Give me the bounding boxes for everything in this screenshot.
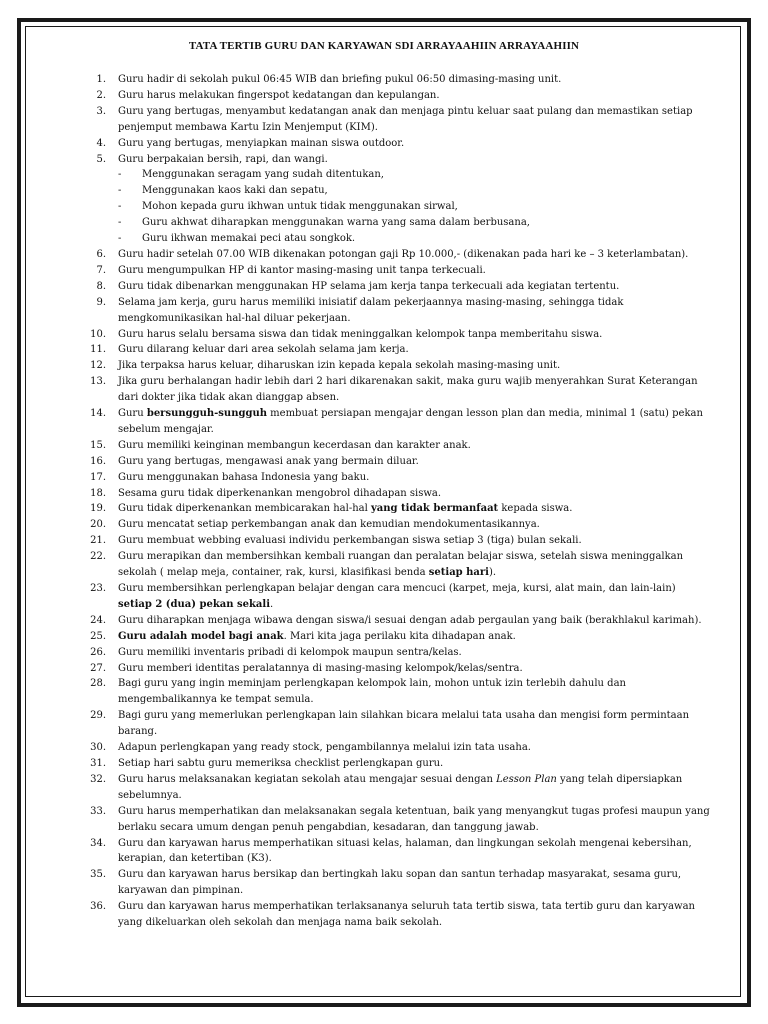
rule-text-segment: Bagi guru yang ingin meminjam perlengkapan kelompok lain, mohon untuk izin terlebih dahulu dan mengembalikannya ke tempat semula. bbox=[118, 678, 626, 706]
rule-number: 9. bbox=[96, 296, 106, 308]
rule-text bbox=[118, 249, 688, 260]
rule-text bbox=[118, 265, 486, 276]
rule-text bbox=[118, 472, 369, 483]
rule-number: 14. bbox=[90, 408, 106, 420]
rule-text-segment: Sesama guru tidak diperkenankan mengobrol dihadapan siswa. bbox=[118, 487, 442, 499]
rule-text-segment: Guru merapikan dan membersihkan kembali ruangan dan peralatan belajar siswa, setelah siswa meninggalkan sekolah ( melap meja, container, rak, kursi, klasifikasi benda bbox=[118, 551, 684, 579]
rule-text-segment: Guru tidak diperkenankan membicarakan hal-hal bbox=[118, 503, 371, 515]
rule-text-segment: Bagi guru yang memerlukan perlengkapan lain silahkan bicara melalui tata usaha dan mengisi form permintaan barang. bbox=[118, 710, 690, 738]
rule-text-segment: Guru mencatat setiap perkembangan anak dan kemudian mendokumentasikannya. bbox=[118, 519, 540, 531]
rule-item bbox=[68, 342, 710, 358]
rule-item bbox=[68, 152, 710, 247]
rule-item bbox=[68, 899, 710, 931]
sub-rule-dash: - bbox=[118, 201, 122, 213]
rule-text-segment: Guru hadir di sekolah pukul 06:45 WIB dan briefing pukul 06:50 dimasing-masing unit. bbox=[118, 74, 562, 85]
rule-text-segment: Guru bbox=[118, 408, 147, 420]
rule-text bbox=[118, 344, 409, 355]
rule-text-segment: Guru yang bertugas, mengawasi anak yang bermain diluar. bbox=[118, 455, 419, 467]
rule-number: 22. bbox=[90, 551, 106, 563]
rule-text-bold: Guru adalah model bagi anak bbox=[118, 630, 284, 642]
rule-item bbox=[68, 358, 710, 374]
rule-text-segment: Guru harus melaksanakan kegiatan sekolah atau mengajar sesuai dengan bbox=[118, 773, 497, 785]
rule-text-segment: Guru mengumpulkan HP di kantor masing-masing unit tanpa terkecuali. bbox=[118, 264, 486, 276]
rule-text-segment: Guru memberi identitas peralatannya di masing-masing kelompok/kelas/sentra. bbox=[118, 662, 523, 674]
rule-text bbox=[118, 583, 676, 610]
rule-item bbox=[68, 661, 710, 677]
rule-text-segment: Guru tidak dibenarkan menggunakan HP selama jam kerja tanpa terkecuali ada kegiatan tertentu. bbox=[118, 280, 620, 292]
rule-text bbox=[118, 90, 440, 101]
rule-item bbox=[68, 72, 710, 88]
rule-item bbox=[68, 708, 710, 740]
rule-text-segment: Guru yang bertugas, menyiapkan mainan siswa outdoor. bbox=[118, 137, 405, 149]
rule-text-segment: membuat persiapan mengajar dengan lesson plan dan media, minimal 1 (satu) pekan sebelum mengajar. bbox=[118, 408, 703, 435]
rule-text-segment: Guru harus melakukan fingerspot kedatangan dan kepulangan. bbox=[118, 89, 440, 101]
rule-text bbox=[118, 106, 693, 133]
rule-item bbox=[68, 549, 710, 581]
rule-item bbox=[68, 104, 710, 136]
rule-number: 11. bbox=[90, 344, 106, 356]
rule-text bbox=[118, 408, 703, 435]
rule-text-segment: Guru memiliki inventaris pribadi di kelompok maupun sentra/kelas. bbox=[118, 646, 462, 658]
rule-number: 16. bbox=[90, 455, 106, 467]
sub-rule-item bbox=[118, 167, 710, 183]
rule-text-segment: Guru memiliki keinginan membangun kecerdasan dan karakter anak. bbox=[118, 439, 471, 451]
rule-text bbox=[118, 806, 710, 833]
rule-item bbox=[68, 645, 710, 661]
rule-text-segment: Guru harus memperhatikan dan melaksanakan segala ketentuan, baik yang menyangkut tugas profesi maupun yang berlaku secara umum dengan penuh pengabdian, kesadaran, dan tanggung jawab. bbox=[118, 805, 710, 833]
rule-item bbox=[68, 454, 710, 470]
sub-rule-dash: - bbox=[118, 185, 122, 197]
rule-text-segment: Guru diharapkan menjaga wibawa dengan siswa/i sesuai dengan adab pergaulan yang baik (berakhlakul karimah). bbox=[118, 614, 702, 626]
rule-number: 25. bbox=[90, 630, 106, 642]
rule-item bbox=[68, 756, 710, 772]
rule-item bbox=[68, 406, 710, 438]
rule-text-segment: yang telah dipersiapkan sebelumnya. bbox=[118, 773, 683, 801]
sub-rule-dash: - bbox=[118, 169, 122, 181]
rule-text bbox=[118, 663, 523, 674]
rule-number: 4. bbox=[96, 137, 106, 149]
rule-item bbox=[68, 533, 710, 549]
rule-number: 18. bbox=[90, 487, 106, 499]
rule-text bbox=[118, 456, 419, 467]
rule-text-segment: Guru membuat webbing evaluasi individu perkembangan siswa setiap 3 (tiga) bulan sekali. bbox=[118, 535, 582, 547]
rule-number: 7. bbox=[96, 264, 106, 276]
rule-item bbox=[68, 374, 710, 406]
rule-text bbox=[118, 74, 561, 85]
rule-number: 15. bbox=[90, 439, 106, 451]
rule-number: 8. bbox=[96, 280, 106, 292]
rule-text-segment: Guru harus selalu bersama siswa dan tidak meninggalkan kelompok tanpa memberitahu siswa. bbox=[118, 328, 603, 340]
rule-text bbox=[118, 742, 531, 753]
rule-item bbox=[68, 581, 710, 613]
rule-number: 26. bbox=[90, 646, 106, 658]
rule-text-segment: Jika guru berhalangan hadir lebih dari 2 hari dikarenakan sakit, maka guru wajib menyerahkan Surat Keterangan dari dokter jika tidak akan dianggap absen. bbox=[118, 376, 698, 404]
rule-text-segment: Guru hadir setelah 07.00 WIB dikenakan potongan gaji Rp 10.000,- (dikenakan pada hari ke – 3 keterlambatan). bbox=[118, 248, 689, 260]
rule-text-segment: Guru menggunakan bahasa Indonesia yang baku. bbox=[118, 471, 370, 483]
rule-text bbox=[118, 360, 560, 371]
rule-text bbox=[118, 678, 626, 705]
sub-rule-text: Menggunakan kaos kaki dan sepatu, bbox=[142, 185, 328, 197]
rule-number: 23. bbox=[90, 583, 106, 594]
rule-text bbox=[118, 503, 572, 514]
sub-rule-list bbox=[118, 167, 710, 247]
rule-number: 35. bbox=[90, 869, 106, 881]
sub-rule-dash: - bbox=[118, 217, 122, 229]
rule-item bbox=[68, 676, 710, 708]
rule-text-bold: setiap 2 (dua) pekan sekali bbox=[118, 598, 271, 610]
rule-item bbox=[68, 740, 710, 756]
document-title: TATA TERTIB GURU DAN KARYAWAN SDI ARRAYAAHIIN ARRAYAAHIIN bbox=[188, 40, 580, 52]
sub-rule-text: Guru ikhwan memakai peci atau songkok. bbox=[142, 233, 356, 245]
rule-number: 17. bbox=[90, 471, 106, 483]
rule-text bbox=[118, 647, 462, 658]
rule-number: 2. bbox=[96, 89, 106, 101]
rule-number: 21. bbox=[90, 535, 106, 547]
rule-number: 1. bbox=[96, 74, 106, 85]
rules-list bbox=[68, 72, 710, 931]
rule-text-segment: Adapun perlengkapan yang ready stock, pengambilannya melalui izin tata usaha. bbox=[118, 742, 531, 754]
rule-item bbox=[68, 327, 710, 343]
rule-item bbox=[68, 836, 710, 868]
rule-text bbox=[118, 631, 516, 642]
rule-number: 32. bbox=[90, 773, 106, 785]
sub-rule-item bbox=[118, 231, 710, 247]
sub-rule-text: Menggunakan seragam yang sudah ditentukan, bbox=[142, 169, 384, 181]
rule-text-segment: Guru yang bertugas, menyambut kedatangan anak dan menjaga pintu keluar saat pulang dan memastikan setiap penjemput membawa Kartu Izin Menjemput (KIM). bbox=[118, 105, 693, 133]
rule-text bbox=[118, 297, 623, 324]
rule-text bbox=[118, 376, 698, 403]
rule-text bbox=[118, 774, 682, 801]
rule-text bbox=[118, 329, 602, 340]
rule-item bbox=[68, 613, 710, 629]
rule-text-segment: . Mari kita jaga perilaku kita dihadapan anak. bbox=[283, 630, 516, 642]
rule-item bbox=[68, 438, 710, 454]
rule-number: 36. bbox=[90, 901, 106, 913]
rule-item bbox=[68, 629, 710, 645]
rule-item bbox=[68, 247, 710, 263]
rule-text-segment: Guru dan karyawan harus memperhatikan terlaksananya seluruh tata tertib siswa, tata tertib guru dan karyawan yang dikeluarkan oleh sekolah dan menjaga nama baik sekolah. bbox=[118, 901, 695, 929]
rule-item bbox=[68, 470, 710, 486]
rule-text-segment: Guru dilarang keluar dari area sekolah selama jam kerja. bbox=[118, 344, 409, 356]
rule-number: 6. bbox=[96, 248, 106, 260]
rule-item bbox=[68, 501, 710, 517]
rule-text bbox=[118, 519, 540, 530]
rule-text-segment: Guru dan karyawan harus memperhatikan situasi kelas, halaman, dan lingkungan sekolah mengenai kebersihan, kerapian, dan ketertiban (K3). bbox=[118, 837, 692, 865]
rule-text bbox=[118, 281, 619, 292]
sub-rule-item bbox=[118, 215, 710, 231]
rule-text bbox=[118, 488, 441, 499]
rule-text bbox=[118, 440, 471, 451]
rule-number: 27. bbox=[90, 662, 106, 674]
rule-text bbox=[118, 551, 683, 578]
rule-text-segment: ). bbox=[488, 567, 497, 579]
rule-number: 28. bbox=[90, 678, 106, 690]
rule-text-italic: Lesson Plan bbox=[496, 773, 557, 785]
rule-number: 34. bbox=[90, 837, 106, 849]
rule-text bbox=[118, 758, 443, 769]
rule-text-segment: Jika terpaksa harus keluar, diharuskan izin kepada kepala sekolah masing-masing unit. bbox=[118, 360, 561, 372]
rule-text-segment: Setiap hari sabtu guru memeriksa checklist perlengkapan guru. bbox=[118, 757, 444, 769]
rule-number: 3. bbox=[96, 105, 106, 117]
rule-text-segment: Guru membersihkan perlengkapan belajar dengan cara mencuci (karpet, meja, kursi, alat main, dan lain-lain) bbox=[118, 583, 676, 594]
rule-text-segment: Selama jam kerja, guru harus memiliki inisiatif dalam pekerjaannya masing-masing, sehingga tidak mengkomunikasikan hal-hal diluar pekerjaan. bbox=[118, 296, 624, 324]
rule-number: 30. bbox=[90, 742, 106, 754]
sub-rule-dash: - bbox=[118, 233, 122, 245]
rule-number: 12. bbox=[90, 360, 106, 372]
sub-rule-text: Mohon kepada guru ikhwan untuk tidak menggunakan sirwal, bbox=[142, 201, 458, 213]
rule-text bbox=[118, 838, 692, 865]
rule-text-segment: Guru berpakaian bersih, rapi, dan wangi. bbox=[118, 153, 328, 165]
rule-text bbox=[118, 615, 702, 626]
rule-number: 33. bbox=[90, 805, 106, 817]
rule-item bbox=[68, 263, 710, 279]
rule-item bbox=[68, 295, 710, 327]
rule-text bbox=[118, 138, 404, 149]
rule-number: 31. bbox=[90, 757, 106, 769]
rule-text bbox=[118, 869, 681, 896]
rule-number: 13. bbox=[90, 376, 106, 388]
rule-text-segment: . bbox=[270, 598, 274, 610]
sub-rule-text: Guru akhwat diharapkan menggunakan warna yang sama dalam berbusana, bbox=[142, 217, 530, 229]
rule-text bbox=[118, 710, 689, 737]
rule-number: 24. bbox=[90, 614, 106, 626]
rule-text-segment: Guru dan karyawan harus bersikap dan bertingkah laku sopan dan santun terhadap masyarakat, sesama guru, karyawan dan pimpinan. bbox=[118, 869, 682, 897]
rule-item bbox=[68, 88, 710, 104]
rule-number: 19. bbox=[90, 503, 106, 515]
rule-number: 10. bbox=[90, 328, 106, 340]
rule-number: 20. bbox=[90, 519, 106, 531]
rule-text-segment: kepada siswa. bbox=[498, 503, 573, 515]
rule-text bbox=[118, 154, 328, 165]
rule-item bbox=[68, 136, 710, 152]
rule-item bbox=[68, 804, 710, 836]
rule-text-bold: yang tidak bermanfaat bbox=[371, 503, 499, 515]
rule-item bbox=[68, 486, 710, 502]
rule-item bbox=[68, 772, 710, 804]
rule-text-bold: setiap hari bbox=[428, 567, 489, 579]
rule-item bbox=[68, 279, 710, 295]
sub-rule-item bbox=[118, 199, 710, 215]
rule-number: 5. bbox=[96, 153, 106, 165]
rule-text bbox=[118, 535, 582, 546]
rule-item bbox=[68, 517, 710, 533]
rule-item bbox=[68, 867, 710, 899]
sub-rule-item bbox=[118, 183, 710, 199]
rule-text-bold: bersungguh-sungguh bbox=[146, 408, 267, 420]
rule-text bbox=[118, 901, 695, 928]
rule-number: 29. bbox=[90, 710, 106, 722]
